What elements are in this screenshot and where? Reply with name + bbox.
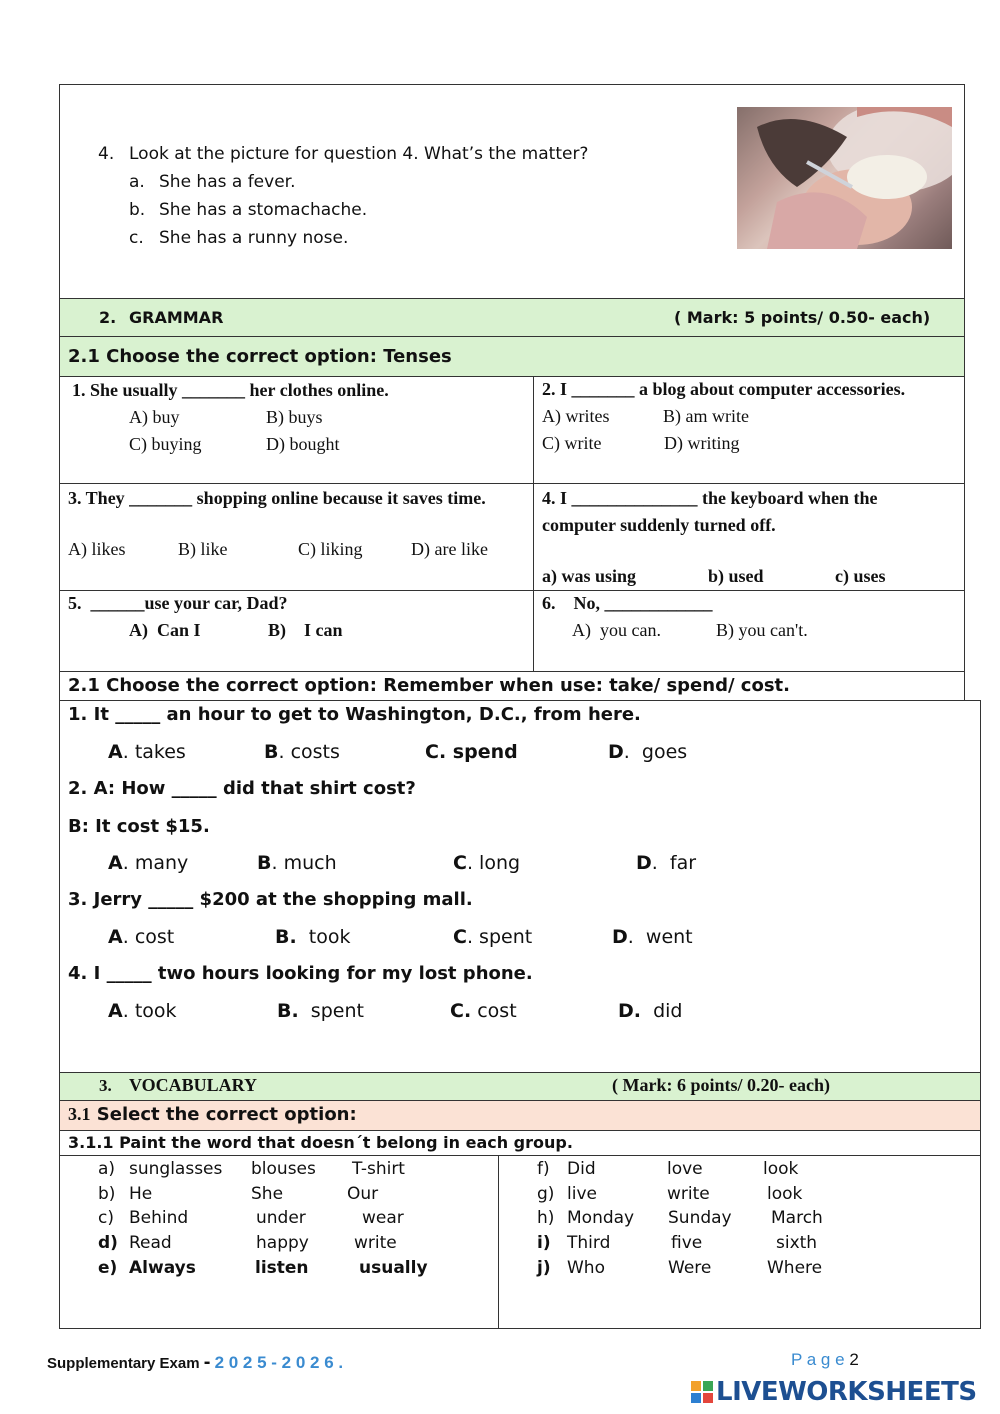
vocab-i-word-2[interactable]: five — [671, 1233, 703, 1253]
tense-q2: 2. I _______ a blog about computer accessories. — [542, 379, 906, 399]
tense-q4: 4. I ______________ the keyboard when the computer suddenly turned off. — [542, 488, 878, 535]
vocab-c-letter: c) — [98, 1208, 114, 1228]
tense-q2-opt-b[interactable]: B) am write — [663, 406, 749, 426]
tsc-q2-opt-d[interactable]: D. far — [636, 852, 697, 874]
vocab-h-word-3[interactable]: March — [771, 1208, 823, 1228]
tense-q5-opt-b[interactable]: B) I can — [268, 620, 343, 640]
q4-option-b-letter: b. — [129, 200, 146, 220]
vocab-d-word-2[interactable]: happy — [256, 1233, 309, 1253]
footer-dash: - — [203, 1351, 211, 1373]
select-option-number: 3.1 — [68, 1104, 91, 1124]
vocab-j-letter: j) — [537, 1258, 551, 1278]
vocab-i-word-3[interactable]: sixth — [776, 1233, 818, 1253]
q4-option-b[interactable]: She has a stomachache. — [159, 200, 368, 220]
vocabulary-mark: ( Mark: 6 points/ 0.20- each) — [612, 1075, 830, 1095]
tense-q1-opt-a[interactable]: A) buy — [129, 407, 180, 427]
tense-q3-opt-d[interactable]: D) are like — [411, 539, 488, 559]
tense-q4-opt-a[interactable]: a) was using — [542, 566, 637, 586]
footer-year: 2 0 2 5 - 2 0 2 6 . — [214, 1353, 344, 1372]
tense-q5: 5. ______use your car, Dad? — [68, 593, 288, 613]
vocab-f-word-1[interactable]: Did — [567, 1159, 596, 1179]
tsc-q3-opt-d[interactable]: D. went — [612, 926, 693, 948]
vocab-g-word-2[interactable]: write — [667, 1184, 710, 1204]
vocab-g-word-1[interactable]: live — [567, 1184, 597, 1204]
footer-page-label: P a g e — [791, 1350, 845, 1369]
vocab-g-word-3[interactable]: look — [767, 1184, 803, 1204]
grammar-number: 2. — [99, 308, 117, 327]
vocab-a-word-1[interactable]: sunglasses — [129, 1159, 223, 1179]
vocabulary-number: 3. — [99, 1076, 112, 1095]
tense-q1-opt-b[interactable]: B) buys — [266, 407, 323, 427]
tsc-q4-opt-a[interactable]: A. took — [108, 1000, 177, 1022]
tense-q6-opt-b[interactable]: B) you can't. — [716, 620, 808, 640]
vocab-b-word-1[interactable]: He — [129, 1184, 153, 1204]
vocab-f-letter: f) — [537, 1159, 550, 1179]
vocab-e-letter: e) — [98, 1258, 118, 1278]
vocab-j-word-2[interactable]: Were — [668, 1258, 712, 1278]
grammar-mark: ( Mark: 5 points/ 0.50- each) — [674, 308, 931, 327]
tsc-q4-opt-d[interactable]: D. did — [618, 1000, 683, 1022]
vocab-a-letter: a) — [98, 1159, 116, 1179]
vocab-g-letter: g) — [537, 1184, 555, 1204]
tsc-q1-opt-c[interactable]: C. spend — [425, 741, 518, 763]
liveworksheets-wordmark: LIVEWORKSHEETS — [716, 1377, 977, 1407]
vocab-c-word-2[interactable]: under — [256, 1208, 306, 1228]
vocab-d-word-3[interactable]: write — [354, 1233, 397, 1253]
tsc-q4-opt-b[interactable]: B. spent — [277, 1000, 364, 1022]
vocab-e-word-3[interactable]: usually — [359, 1258, 428, 1278]
tsc-q2-opt-b[interactable]: B. much — [257, 852, 337, 874]
vocab-h-word-2[interactable]: Sunday — [668, 1208, 732, 1228]
take-spend-cost-subtitle: 2.1 Choose the correct option: Remember when use: take/ spend/ cost. — [68, 675, 790, 696]
vocab-f-word-3[interactable]: look — [763, 1159, 799, 1179]
vocab-h-letter: h) — [537, 1208, 555, 1228]
vocab-e-word-1[interactable]: Always — [129, 1258, 196, 1278]
footer-page — [791, 1350, 859, 1370]
sick-girl-illustration — [737, 107, 952, 249]
liveworksheets-logo — [690, 1375, 977, 1409]
tsc-q3-opt-a[interactable]: A. cost — [108, 926, 175, 948]
vocab-a-word-2[interactable]: blouses — [251, 1159, 316, 1179]
tsc-q4: 4. I _____ two hours looking for my lost phone. — [68, 963, 533, 984]
tsc-q1-opt-d[interactable]: D. goes — [608, 741, 688, 763]
footer-page-number: 2 — [849, 1350, 859, 1369]
vocab-j-word-3[interactable]: Where — [767, 1258, 823, 1278]
tense-q3-opt-b[interactable]: B) like — [178, 539, 228, 559]
q4-option-a[interactable]: She has a fever. — [159, 172, 296, 192]
odd-one-out-subtitle: 3.1.1 Paint the word that doesn´t belong in each group. — [68, 1133, 573, 1152]
vocabulary-title: VOCABULARY — [129, 1075, 258, 1095]
sick-girl-photo — [737, 107, 952, 249]
tsc-q4-opt-c[interactable]: C. cost — [450, 1000, 517, 1022]
tense-q4-opt-c[interactable]: c) uses — [835, 566, 886, 586]
tsc-q1: 1. It _____ an hour to get to Washington, D.C., from here. — [68, 704, 641, 725]
vocab-d-word-1[interactable]: Read — [129, 1233, 172, 1253]
q4-text: Look at the picture for question 4. What’s the matter? — [129, 144, 589, 164]
tsc-q1-opt-b[interactable]: B. costs — [264, 741, 340, 763]
footer-exam — [47, 1351, 343, 1374]
tsc-q2: 2. A: How _____ did that shirt cost? — [68, 778, 416, 799]
tenses-subtitle: 2.1 Choose the correct option: Tenses — [68, 346, 452, 367]
q4-option-c-letter: c. — [129, 228, 144, 248]
vocab-b-word-3[interactable]: Our — [347, 1184, 379, 1204]
tense-q1: 1. She usually _______ her clothes online. — [72, 380, 389, 400]
tsc-q3-opt-b[interactable]: B. took — [275, 926, 351, 948]
vocab-d-letter: d) — [98, 1233, 118, 1253]
tsc-q3: 3. Jerry _____ $200 at the shopping mall. — [68, 889, 473, 910]
tense-q4-opt-b[interactable]: b) used — [708, 566, 764, 586]
tense-q2-opt-a[interactable]: A) writes — [542, 406, 610, 426]
tense-q5-opt-a[interactable]: A) Can I — [129, 620, 201, 640]
footer-exam-label: Supplementary Exam — [47, 1355, 200, 1372]
tsc-q2-answer-line: B: It cost $15. — [68, 816, 210, 837]
vocab-j-word-1[interactable]: Who — [567, 1258, 605, 1278]
vocab-e-word-2[interactable]: listen — [255, 1258, 309, 1278]
tense-q3-opt-a[interactable]: A) likes — [68, 539, 126, 559]
select-option-label: Select the correct option: — [90, 1104, 357, 1125]
vocab-i-word-1[interactable]: Third — [567, 1233, 611, 1253]
tsc-q1-opt-a[interactable]: A. takes — [108, 741, 186, 763]
vocab-i-letter: i) — [537, 1233, 551, 1253]
vocab-a-word-3[interactable]: T-shirt — [352, 1159, 405, 1179]
liveworksheets-logo-icon — [690, 1380, 714, 1404]
vocab-b-letter: b) — [98, 1184, 116, 1204]
vocab-h-word-1[interactable]: Monday — [567, 1208, 635, 1228]
tsc-q3-opt-c[interactable]: C. spent — [453, 926, 533, 948]
tense-q1-opt-d[interactable]: D) bought — [266, 434, 340, 454]
q4-option-a-letter: a. — [129, 172, 145, 192]
vocab-c-word-3[interactable]: wear — [362, 1208, 404, 1228]
tense-q3-opt-c[interactable]: C) liking — [298, 539, 363, 559]
tense-q2-opt-c[interactable]: C) write — [542, 433, 602, 453]
tense-q3: 3. They _______ shopping online because it saves time. — [68, 488, 486, 508]
vocab-f-word-2[interactable]: love — [667, 1159, 703, 1179]
tsc-q2-opt-a[interactable]: A. many — [108, 852, 189, 874]
select-option-subtitle — [68, 1104, 357, 1125]
grammar-title: GRAMMAR — [129, 308, 224, 327]
tense-q6: 6. No, ____________ — [542, 593, 713, 613]
tense-q6-opt-a[interactable]: A) you can. — [572, 620, 661, 640]
tsc-q2-opt-c[interactable]: C. long — [453, 852, 521, 874]
take-spend-cost-box — [59, 700, 981, 1073]
q4-number: 4. — [98, 144, 115, 164]
tense-q2-opt-d[interactable]: D) writing — [664, 433, 740, 453]
q4-option-c[interactable]: She has a runny nose. — [159, 228, 349, 248]
tense-q1-opt-c[interactable]: C) buying — [129, 434, 202, 454]
vocab-c-word-1[interactable]: Behind — [129, 1208, 189, 1228]
vocab-b-word-2[interactable]: She — [251, 1184, 284, 1204]
